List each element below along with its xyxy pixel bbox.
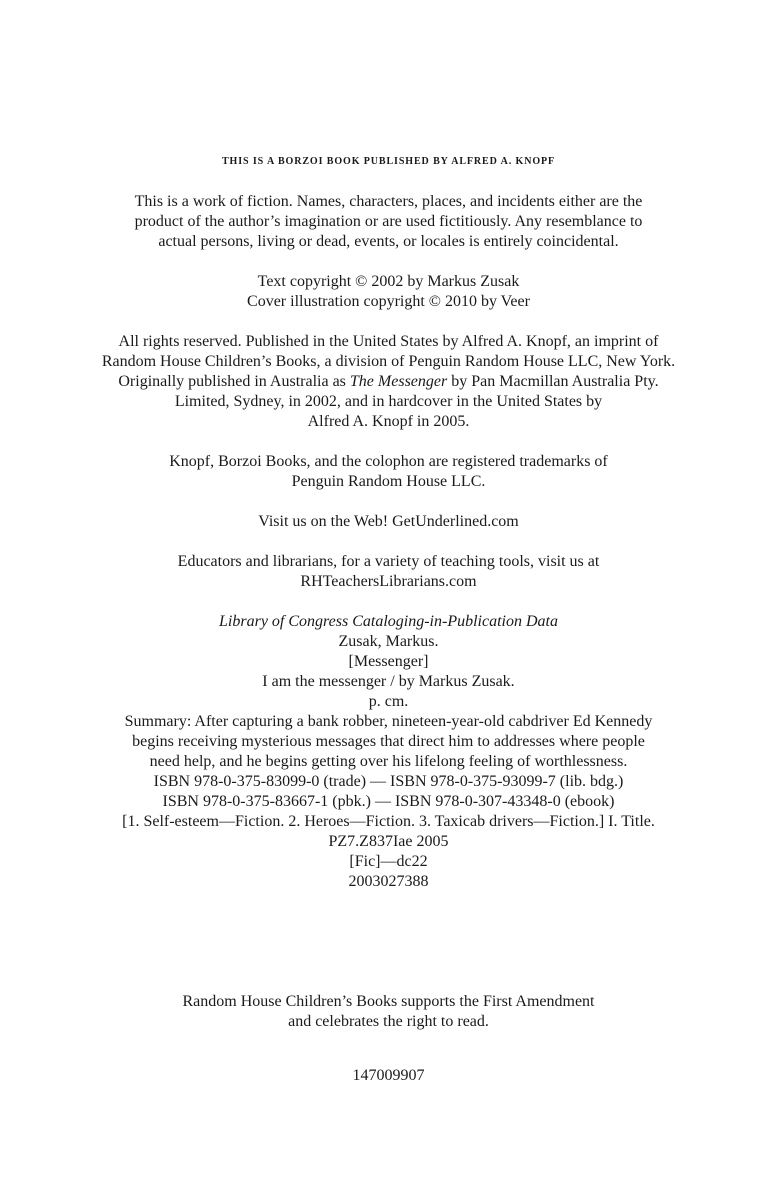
publisher-line: THIS IS A BORZOI BOOK PUBLISHED BY ALFRED A. KNOPF (221, 156, 556, 167)
cip-block (0, 612, 777, 892)
web-block (0, 512, 777, 532)
rights-line (0, 372, 777, 392)
cip-line: Zusak, Markus. (338, 633, 439, 650)
cover-copyright: Cover illustration copyright © 2010 by Veer (247, 293, 530, 310)
rights-line: Limited, Sydney, in 2002, and in hardcover in the United States by (174, 393, 603, 410)
web-line: Visit us on the Web! GetUnderlined.com (258, 513, 519, 530)
fiction-notice (0, 192, 777, 252)
rights-block (0, 332, 777, 432)
educators-line: Educators and librarians, for a variety of teaching tools, visit us at (177, 553, 600, 570)
rights-text: Originally published in Australia as (118, 373, 350, 390)
cip-line: PZ7.Z837Iae 2005 (328, 833, 449, 850)
cip-line: [Messenger] (348, 653, 429, 670)
cip-line: need help, and he begins getting over his lifelong feeling of worthlessness. (149, 753, 628, 770)
first-amendment-block (0, 992, 777, 1032)
copyright-block (0, 272, 777, 312)
rights-line: Alfred A. Knopf in 2005. (307, 413, 470, 430)
cip-line: I am the messenger / by Markus Zusak. (262, 673, 515, 690)
cip-line: ISBN 978-0-375-83667-1 (pbk.) — ISBN 978-0-307-43348-0 (ebook) (162, 793, 615, 810)
cip-line: ISBN 978-0-375-83099-0 (trade) — ISBN 978-0-375-93099-7 (lib. bdg.) (153, 773, 624, 790)
cip-line: p. cm. (368, 693, 409, 710)
cip-line: begins receiving mysterious messages that direct him to addresses where people (132, 733, 645, 750)
trademark-block (0, 452, 777, 492)
original-title: The Messenger (349, 373, 448, 390)
cip-line: 2003027388 (348, 873, 429, 890)
print-code: 147009907 (352, 1067, 425, 1084)
trademark-line: Knopf, Borzoi Books, and the colophon are registered trademarks of (169, 453, 608, 470)
fiction-notice-line: This is a work of fiction. Names, characters, places, and incidents either are the (134, 193, 643, 210)
first-amendment-line: Random House Children’s Books supports the First Amendment (182, 993, 595, 1010)
cip-line: [1. Self-esteem—Fiction. 2. Heroes—Fiction. 3. Taxicab drivers—Fiction.] I. Title. (122, 813, 655, 830)
trademark-line: Penguin Random House LLC. (291, 473, 486, 490)
fiction-notice-line: actual persons, living or dead, events, or locales is entirely coincidental. (158, 233, 619, 250)
educators-block (0, 552, 777, 592)
rights-line: Random House Children’s Books, a division of Penguin Random House LLC, New York. (101, 353, 676, 370)
fiction-notice-line: product of the author’s imagination or are used fictitiously. Any resemblance to (134, 213, 643, 230)
rights-line: All rights reserved. Published in the United States by Alfred A. Knopf, an imprint of (118, 333, 659, 350)
cip-line: [Fic]—dc22 (349, 853, 428, 870)
educators-url: RHTeachersLibrarians.com (300, 573, 477, 590)
print-code-block (0, 1066, 777, 1086)
rights-text: by Pan Macmillan Australia Pty. (447, 373, 659, 390)
first-amendment-line: and celebrates the right to read. (288, 1013, 489, 1030)
text-copyright: Text copyright © 2002 by Markus Zusak (257, 273, 520, 290)
cip-heading: Library of Congress Cataloging-in-Publication Data (219, 613, 558, 630)
cip-line: Summary: After capturing a bank robber, nineteen-year-old cabdriver Ed Kennedy (124, 713, 653, 730)
